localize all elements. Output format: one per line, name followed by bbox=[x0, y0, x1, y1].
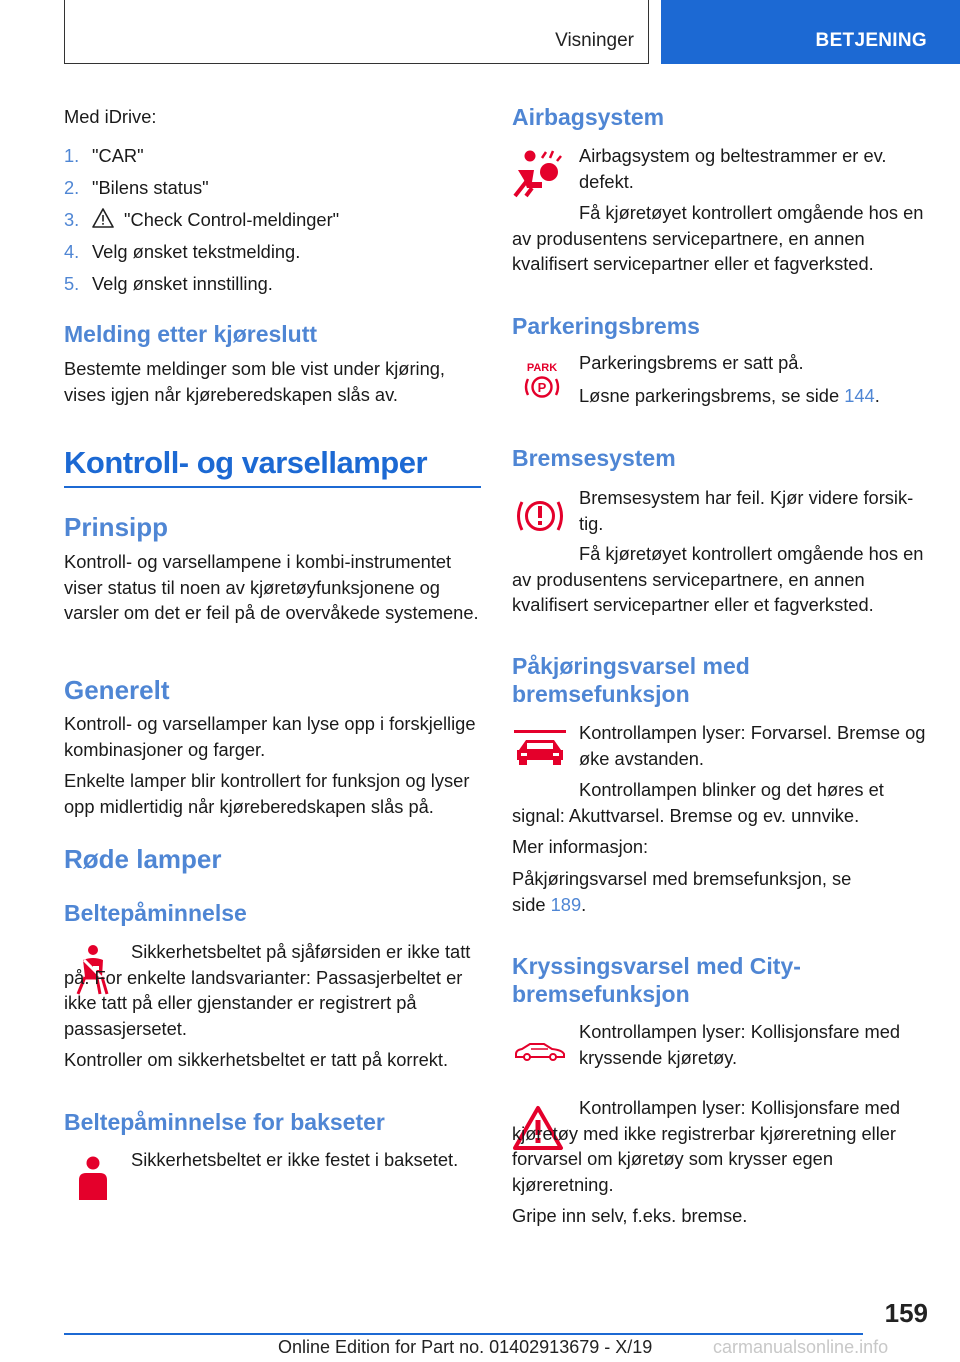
step-4: 4. Velg ønsket tekstmelding. bbox=[64, 241, 301, 262]
kryss-text-2: Kontrollampen lyser: Kollisjonsfare med kjøretøy med ikke registrerbar kjøreretning eller forvarsel om kjøretøy som krysser egen kjøreretning. bbox=[512, 1097, 901, 1195]
brems-text-2: Få kjøretøyet kontrollert omgående hos en av produsentens servicepartnere, en annen kvalifisert servicepartner eller et fagverksted. bbox=[512, 543, 924, 615]
step-1: 1. "CAR" bbox=[64, 145, 144, 166]
cross-traffic-car-icon bbox=[514, 1040, 566, 1062]
footer-rule bbox=[64, 1333, 863, 1335]
header-chapter-tab bbox=[661, 0, 960, 64]
heading-rode-lamper: Røde lamper bbox=[64, 844, 222, 874]
heading-kryssingsvarsel: Kryssingsvarsel med City-bremsefunksjon bbox=[512, 953, 801, 1007]
header-chapter-label: BETJENING bbox=[815, 30, 927, 51]
pak-text-4: Påkjøringsvarsel med bremsefunksjon, se side 189. bbox=[512, 868, 852, 915]
park-text-1: Parkeringsbrems er satt på. bbox=[579, 352, 804, 373]
bakseter-text: Sikkerhetsbeltet er ikke festet i baksetet. bbox=[131, 1149, 459, 1170]
pak-text-1: Kontrollampen lyser: Forvarsel. Bremse og øke avstanden. bbox=[579, 722, 926, 769]
collision-warning-car-icon bbox=[514, 730, 566, 766]
page-number: 159 bbox=[884, 1298, 928, 1328]
step-5: 5. Velg ønsket innstilling. bbox=[64, 273, 273, 294]
heading-pakjoringsvarsel: Påkjøringsvarsel med bremsefunksjon bbox=[512, 653, 750, 707]
park-text-2: Løsne parkeringsbrems, se side 144. bbox=[579, 385, 880, 406]
brake-system-warning-icon bbox=[515, 496, 565, 536]
page-link-189[interactable]: 189 bbox=[550, 893, 582, 915]
footer-edition: Online Edition for Part no. 01402913679 - X/19 bbox=[278, 1337, 653, 1357]
heading-beltepaminnelse: Beltepåminnelse bbox=[64, 900, 247, 926]
title-rule bbox=[64, 486, 481, 488]
step-3: 3. "Check Control-meldinger" bbox=[64, 209, 340, 230]
airbag-warning-icon bbox=[512, 150, 562, 198]
belte-text-2: Kontroller om sikkerhetsbeltet er tatt på korrekt. bbox=[64, 1049, 449, 1070]
page-link-144[interactable]: 144 bbox=[844, 385, 875, 406]
parking-brake-icon bbox=[522, 360, 562, 402]
heading-bremsesystem: Bremsesystem bbox=[512, 445, 676, 471]
heading-generelt: Generelt bbox=[64, 675, 170, 705]
pak-text-3: Mer informasjon: bbox=[512, 836, 649, 857]
airbag-text-1: Airbagsystem og beltestrammer er ev. defekt. bbox=[579, 145, 887, 192]
kryss-text-3: Gripe inn selv, f.eks. bremse. bbox=[512, 1205, 748, 1226]
pak-text-2: Kontrollampen blinker og det høres et signal: Akuttvarsel. Bremse og ev. unnvike. bbox=[512, 779, 884, 826]
prinsipp-text: Kontroll- og varsellampene i kombi-instrumentet viser status til noen av kjøretøyfunksjonene og varsler om det er feil på de overvåkede systemene. bbox=[64, 551, 479, 623]
park-icon-label: PARK bbox=[526, 362, 558, 374]
heading-parkeringsbrems: Parkeringsbrems bbox=[512, 313, 700, 339]
idrive-intro: Med iDrive: bbox=[64, 106, 157, 127]
heading-bakseter: Beltepåminnelse for bakseter bbox=[64, 1109, 385, 1135]
belte-text: Sikkerhetsbeltet på sjåførsiden er ikke tatt på. For enkelte landsvarianter: Passasjerbeltet er ikke tatt på eller gjenstander er registrert på passasjersetet. bbox=[64, 941, 471, 1039]
brems-text-1: Bremsesystem har feil. Kjør videre forsiktig. bbox=[579, 487, 914, 534]
header-section-box bbox=[64, 0, 649, 64]
heading-prinsipp: Prinsipp bbox=[64, 512, 169, 542]
warning-triangle-icon bbox=[92, 208, 114, 228]
watermark: carmanualsonline.info bbox=[713, 1337, 889, 1357]
rear-seatbelt-icon bbox=[76, 1156, 110, 1202]
generelt-text-1: Kontroll- og varsellamper kan lyse opp i forskjellige kombinasjoner og farger. bbox=[64, 713, 476, 760]
kryss-text-1: Kontrollampen lyser: Kollisjonsfare med kryssende kjøretøy. bbox=[579, 1021, 901, 1068]
heading-melding: Melding etter kjøreslutt bbox=[64, 321, 318, 347]
melding-text: Bestemte meldinger som ble vist under kjøring, vises igjen når kjøreberedskapen slås av. bbox=[64, 358, 446, 405]
airbag-text-2: Få kjøretøyet kontrollert omgående hos en av produsentens servicepartnere, en annen kvalifisert servicepartner eller et fagverksted. bbox=[512, 202, 924, 274]
step-2: 2. "Bilens status" bbox=[64, 177, 209, 198]
header-section-label: Visninger bbox=[555, 30, 634, 51]
svg-text:P: P bbox=[537, 380, 547, 395]
generelt-text-2: Enkelte lamper blir kontrollert for funksjon og lyser opp midlertidig når kjøreberedskapen slås på. bbox=[64, 770, 470, 817]
heading-airbag: Airbagsystem bbox=[512, 104, 665, 130]
main-title: Kontroll- og varsellamper bbox=[64, 445, 428, 480]
